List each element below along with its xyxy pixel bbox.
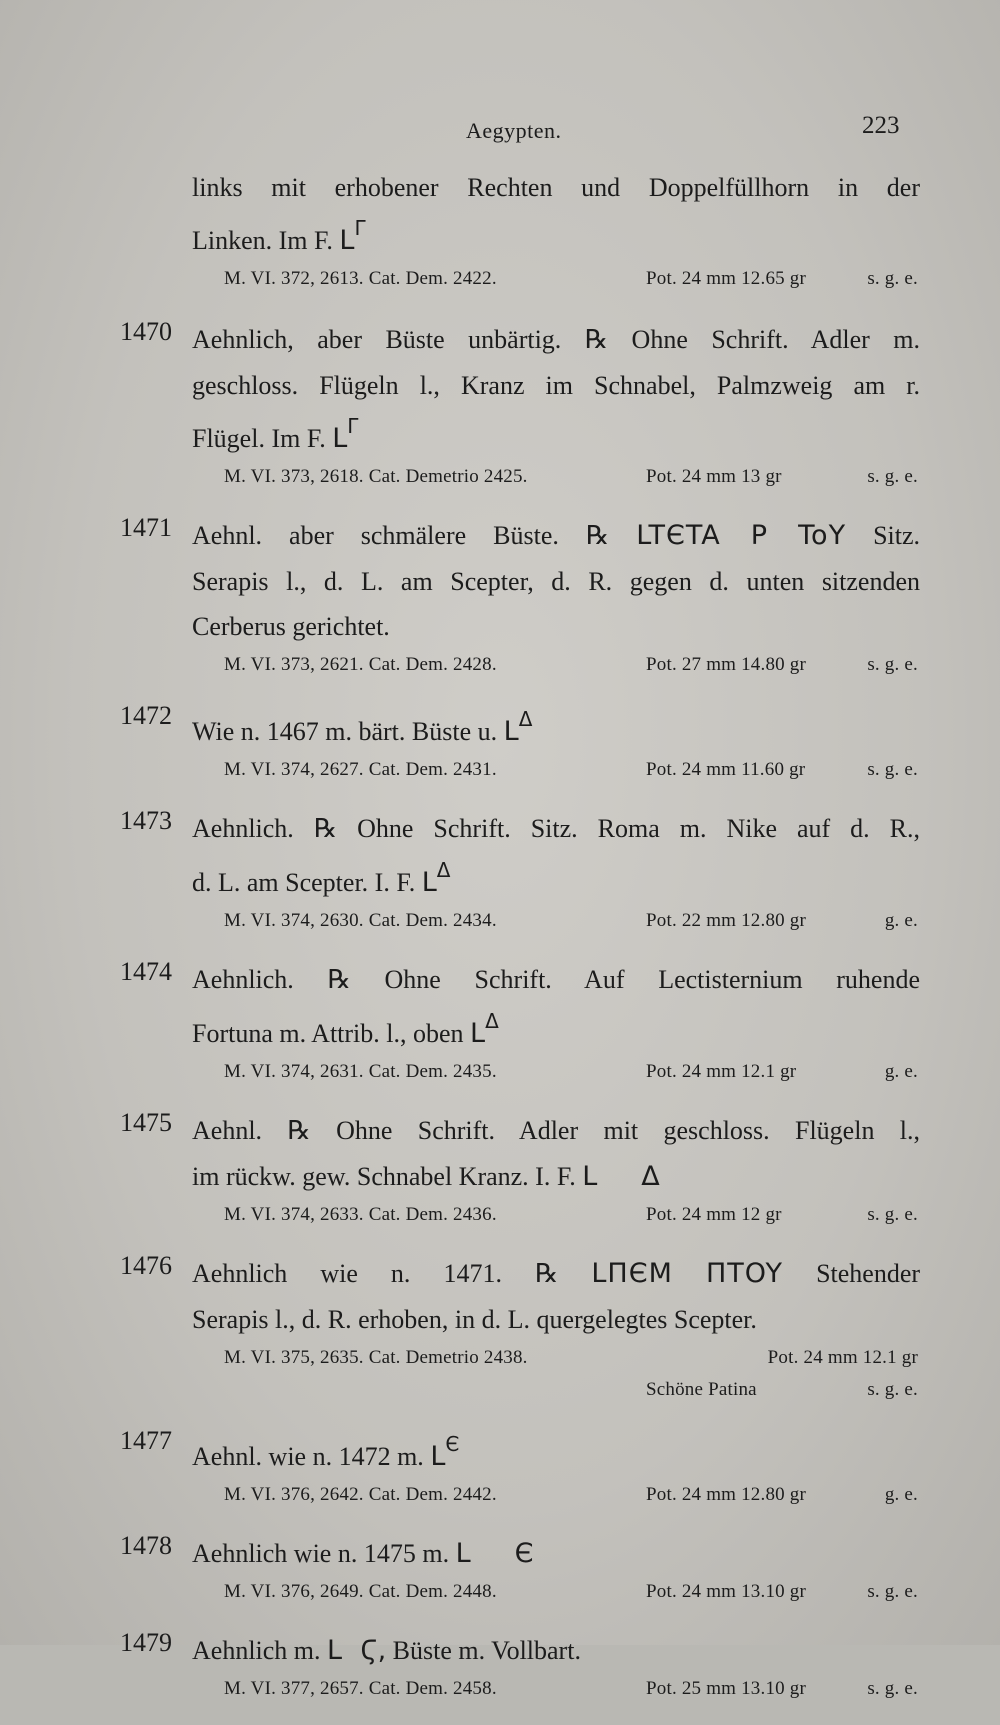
entry-line: geschloss. Flügeln l., Kranz im Schnabel, Palmzweig am r. bbox=[192, 371, 920, 400]
entry-line: Aehnlich. ℞ Ohne Schrift. Sitz. Roma m. Nike auf d. R., bbox=[192, 814, 921, 844]
date-symbol: L Є bbox=[455, 1538, 534, 1569]
greek-legend: ΠTOY bbox=[705, 1258, 784, 1289]
catalogue-entry bbox=[120, 806, 920, 937]
entry-number: 1472 bbox=[120, 701, 172, 730]
reverse-symbol: ℞ bbox=[313, 814, 338, 844]
entry-number: 1477 bbox=[120, 1426, 172, 1455]
date-symbol: $L^Є$ bbox=[430, 1432, 460, 1472]
date-symbol: $L^\Delta$ bbox=[470, 1009, 499, 1049]
entry-line: Fortuna m. Attrib. l., oben $L^\Delta$ bbox=[192, 1009, 499, 1049]
entry-line: Serapis l., d. R. erhoben, in d. L. quergelegtes Scepter. bbox=[192, 1305, 757, 1334]
catalogue-entry bbox=[120, 957, 920, 1088]
entry-number: 1475 bbox=[120, 1108, 172, 1137]
entry-line: Aehnl. aber schmälere Büste. ℞ LTЄTA P ToY Sitz. bbox=[192, 520, 921, 551]
reverse-symbol: ℞ bbox=[327, 965, 351, 995]
greek-legend: LΠЄM bbox=[591, 1258, 673, 1289]
entry-line: Aehnlich wie n. 1471. ℞ LΠЄM ΠTOY Stehender bbox=[192, 1258, 921, 1289]
catalogue-reference: M. VI. 374, 2627. Cat. Dem. 2431. Pot. 24 mm 11.60 gr s. g. e. bbox=[224, 759, 918, 780]
entry-number: 1479 bbox=[120, 1628, 172, 1657]
entry-line: Serapis l., d. L. am Scepter, d. R. gegen d. unten sitzenden bbox=[192, 567, 920, 596]
reverse-symbol: ℞ bbox=[535, 1259, 559, 1289]
entry-line: Cerberus gerichtet. bbox=[192, 612, 390, 641]
entry-number: 1478 bbox=[120, 1531, 172, 1560]
entry-number: 1474 bbox=[120, 957, 172, 986]
catalogue-entry bbox=[120, 1251, 920, 1406]
date-symbol: L Ϛ, bbox=[327, 1635, 387, 1666]
entry-number: 1473 bbox=[120, 806, 172, 835]
catalogue-reference: M. VI. 374, 2630. Cat. Dem. 2434. Pot. 22 mm 12.80 gr g. e. bbox=[224, 910, 918, 931]
entry-line: Aehnlich. ℞ Ohne Schrift. Auf Lectisternium ruhende bbox=[192, 965, 921, 995]
catalogue-reference: M. VI. 376, 2642. Cat. Dem. 2442. Pot. 24 mm 12.80 gr g. e. bbox=[224, 1484, 918, 1505]
entry-line: Aehnl. wie n. 1472 m. $L^Є$ bbox=[192, 1432, 460, 1472]
entry-line: im rückw. gew. Schnabel Kranz. I. F. L Δ bbox=[192, 1161, 660, 1192]
date-symbol: $L^\Gamma$ bbox=[332, 414, 359, 454]
entry-line: Linken. Im F. $L^\Gamma$ bbox=[192, 216, 366, 256]
page-number: 223 bbox=[862, 112, 900, 139]
entry-line: Wie n. 1467 m. bärt. Büste u. $L^\Delta$ bbox=[192, 707, 533, 747]
entry-line: Aehnlich wie n. 1475 m. L Є bbox=[192, 1538, 534, 1569]
reverse-symbol: ℞ bbox=[584, 325, 609, 355]
catalogue-reference: M. VI. 377, 2657. Cat. Dem. 2458. Pot. 25 mm 13.10 gr s. g. e. bbox=[224, 1678, 918, 1699]
catalogue-entry bbox=[120, 1426, 920, 1511]
continued-entry bbox=[120, 165, 920, 295]
reverse-symbol: ℞ bbox=[287, 1116, 311, 1146]
entry-line: Aehnl. ℞ Ohne Schrift. Adler mit geschloss. Flügeln l., bbox=[192, 1116, 921, 1146]
date-symbol: $L^\Delta$ bbox=[421, 858, 451, 898]
entry-number: 1476 bbox=[120, 1251, 172, 1280]
catalogue-entry bbox=[120, 513, 920, 681]
date-symbol: $L^\Delta$ bbox=[503, 707, 533, 747]
entry-line: Aehnlich, aber Büste unbärtig. ℞ Ohne Schrift. Adler m. bbox=[192, 325, 920, 355]
reverse-symbol: ℞ bbox=[585, 521, 610, 551]
catalogue-body bbox=[120, 165, 920, 1725]
catalogue-reference: M. VI. 376, 2649. Cat. Dem. 2448. Pot. 24 mm 13.10 gr s. g. e. bbox=[224, 1581, 918, 1602]
date-symbol: $L^\Gamma$ bbox=[339, 216, 366, 256]
running-title: Aegypten. bbox=[466, 118, 562, 143]
date-symbol: L Δ bbox=[582, 1161, 660, 1192]
catalogue-entry bbox=[120, 1628, 920, 1705]
catalogue-reference: M. VI. 373, 2618. Cat. Demetrio 2425. Pot. 24 mm 13 gr s. g. e. bbox=[224, 466, 918, 487]
entry-line: links mit erhobener Rechten und Doppelfüllhorn in der bbox=[192, 173, 920, 202]
page-header bbox=[0, 112, 1000, 152]
catalogue-entry bbox=[120, 1108, 920, 1231]
entry-line: Flügel. Im F. $L^\Gamma$ bbox=[192, 414, 359, 454]
catalogue-reference: M. VI. 372, 2613. Cat. Dem. 2422. Pot. 24 mm 12.65 gr s. g. e. bbox=[224, 268, 918, 289]
entry-line: Aehnlich m. L Ϛ, Büste m. Vollbart. bbox=[192, 1635, 581, 1666]
greek-legend: LTЄTA P ToY bbox=[636, 520, 847, 551]
catalogue-reference: M. VI. 373, 2621. Cat. Dem. 2428. Pot. 27 mm 14.80 gr s. g. e. bbox=[224, 654, 918, 675]
catalogue-entry bbox=[120, 317, 920, 493]
catalogue-reference: M. VI. 374, 2631. Cat. Dem. 2435. Pot. 24 mm 12.1 gr g. e. bbox=[224, 1061, 918, 1082]
entry-number: 1470 bbox=[120, 317, 172, 346]
entry-line: d. L. am Scepter. I. F. $L^\Delta$ bbox=[192, 858, 451, 898]
catalogue-reference: M. VI. 375, 2635. Cat. Demetrio 2438. Pot. 24 mm 12.1 gr Schöne Patina s. g. e. bbox=[192, 1342, 920, 1406]
catalogue-entry bbox=[120, 1531, 920, 1608]
catalogue-reference: M. VI. 374, 2633. Cat. Dem. 2436. Pot. 24 mm 12 gr s. g. e. bbox=[224, 1204, 918, 1225]
patina-note: Schöne Patina bbox=[646, 1379, 757, 1400]
entry-number: 1471 bbox=[120, 513, 172, 542]
catalogue-entry bbox=[120, 701, 920, 786]
